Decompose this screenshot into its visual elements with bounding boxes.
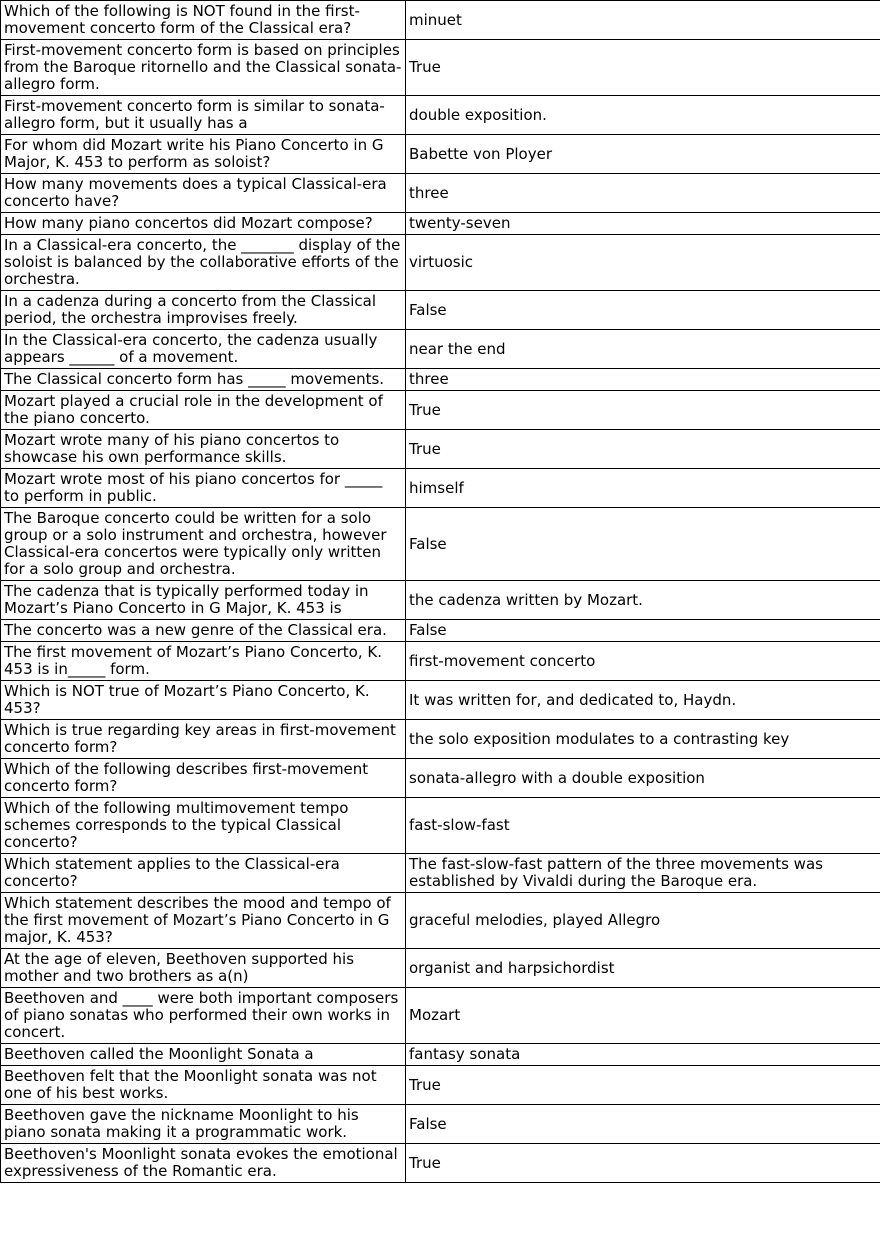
answer-cell: graceful melodies, played Allegro [406, 893, 880, 949]
table-row [1, 642, 880, 681]
table-row [1, 893, 880, 949]
answer-cell: Babette von Ployer [406, 135, 880, 174]
question-cell: Which of the following is NOT found in the first-movement concerto form of the Classical era? [1, 1, 406, 40]
table-row [1, 135, 880, 174]
answer-cell: True [406, 391, 880, 430]
question-cell: First-movement concerto form is similar to sonata-allegro form, but it usually has a [1, 96, 406, 135]
table-row [1, 759, 880, 798]
table-row [1, 330, 880, 369]
table-row [1, 391, 880, 430]
answer-cell: sonata-allegro with a double exposition [406, 759, 880, 798]
flashcard-table-body [1, 1, 880, 1183]
table-row [1, 1, 880, 40]
answer-cell: three [406, 369, 880, 391]
question-cell: Which of the following describes first-movement concerto form? [1, 759, 406, 798]
question-cell: How many piano concertos did Mozart compose? [1, 213, 406, 235]
question-cell: Beethoven felt that the Moonlight sonata was not one of his best works. [1, 1066, 406, 1105]
answer-cell: fantasy sonata [406, 1044, 880, 1066]
question-cell: Which is true regarding key areas in first-movement concerto form? [1, 720, 406, 759]
question-cell: For whom did Mozart write his Piano Concerto in G Major, K. 453 to perform as soloist? [1, 135, 406, 174]
question-cell: In a cadenza during a concerto from the Classical period, the orchestra improvises freely. [1, 291, 406, 330]
answer-cell: False [406, 1105, 880, 1144]
question-cell: In the Classical-era concerto, the cadenza usually appears ______ of a movement. [1, 330, 406, 369]
question-cell: Beethoven called the Moonlight Sonata a [1, 1044, 406, 1066]
question-cell: First-movement concerto form is based on principles from the Baroque ritornello and the Classical sonata-allegro form. [1, 40, 406, 96]
question-cell: The first movement of Mozart’s Piano Concerto, K. 453 is in_____ form. [1, 642, 406, 681]
table-row [1, 430, 880, 469]
answer-cell: virtuosic [406, 235, 880, 291]
table-row [1, 854, 880, 893]
table-row [1, 1066, 880, 1105]
answer-cell: near the end [406, 330, 880, 369]
answer-cell: three [406, 174, 880, 213]
table-row [1, 949, 880, 988]
table-row [1, 96, 880, 135]
table-row [1, 798, 880, 854]
answer-cell: False [406, 508, 880, 581]
question-cell: The cadenza that is typically performed today in Mozart’s Piano Concerto in G Major, K. 453 is [1, 581, 406, 620]
answer-cell: False [406, 620, 880, 642]
answer-cell: the cadenza written by Mozart. [406, 581, 880, 620]
question-cell: At the age of eleven, Beethoven supported his mother and two brothers as a(n) [1, 949, 406, 988]
table-row [1, 720, 880, 759]
question-cell: Which is NOT true of Mozart’s Piano Concerto, K. 453? [1, 681, 406, 720]
table-row [1, 1144, 880, 1183]
answer-cell: first-movement concerto [406, 642, 880, 681]
table-row [1, 988, 880, 1044]
answer-cell: True [406, 1144, 880, 1183]
question-cell: Beethoven's Moonlight sonata evokes the emotional expressiveness of the Romantic era. [1, 1144, 406, 1183]
question-cell: Which statement applies to the Classical-era concerto? [1, 854, 406, 893]
question-cell: Mozart played a crucial role in the development of the piano concerto. [1, 391, 406, 430]
answer-cell: fast-slow-fast [406, 798, 880, 854]
answer-cell: True [406, 430, 880, 469]
question-cell: The concerto was a new genre of the Classical era. [1, 620, 406, 642]
answer-cell: The fast-slow-fast pattern of the three movements was established by Vivaldi during the Baroque era. [406, 854, 880, 893]
table-row [1, 291, 880, 330]
table-row [1, 581, 880, 620]
answer-cell: twenty-seven [406, 213, 880, 235]
table-row [1, 508, 880, 581]
answer-cell: double exposition. [406, 96, 880, 135]
answer-cell: Mozart [406, 988, 880, 1044]
question-cell: The Classical concerto form has _____ movements. [1, 369, 406, 391]
table-row [1, 469, 880, 508]
question-cell: In a Classical-era concerto, the _______ display of the soloist is balanced by the collaborative efforts of the orchestra. [1, 235, 406, 291]
question-cell: Beethoven gave the nickname Moonlight to his piano sonata making it a programmatic work. [1, 1105, 406, 1144]
table-row [1, 681, 880, 720]
table-row [1, 620, 880, 642]
question-cell: The Baroque concerto could be written for a solo group or a solo instrument and orchestra, however Classical-era concertos were typically only written for a solo group and orchestra. [1, 508, 406, 581]
question-cell: Mozart wrote most of his piano concertos for _____ to perform in public. [1, 469, 406, 508]
answer-cell: organist and harpsichordist [406, 949, 880, 988]
answer-cell: minuet [406, 1, 880, 40]
table-row [1, 40, 880, 96]
answer-cell: True [406, 1066, 880, 1105]
table-row [1, 1105, 880, 1144]
answer-cell: himself [406, 469, 880, 508]
table-row [1, 369, 880, 391]
question-cell: How many movements does a typical Classical-era concerto have? [1, 174, 406, 213]
question-cell: Beethoven and ____ were both important composers of piano sonatas who performed their own works in concert. [1, 988, 406, 1044]
table-row [1, 213, 880, 235]
answer-cell: It was written for, and dedicated to, Haydn. [406, 681, 880, 720]
question-cell: Which of the following multimovement tempo schemes corresponds to the typical Classical concerto? [1, 798, 406, 854]
question-cell: Which statement describes the mood and tempo of the first movement of Mozart’s Piano Concerto in G major, K. 453? [1, 893, 406, 949]
table-row [1, 235, 880, 291]
answer-cell: False [406, 291, 880, 330]
table-row [1, 1044, 880, 1066]
answer-cell: True [406, 40, 880, 96]
answer-cell: the solo exposition modulates to a contrasting key [406, 720, 880, 759]
table-row [1, 174, 880, 213]
question-cell: Mozart wrote many of his piano concertos to showcase his own performance skills. [1, 430, 406, 469]
